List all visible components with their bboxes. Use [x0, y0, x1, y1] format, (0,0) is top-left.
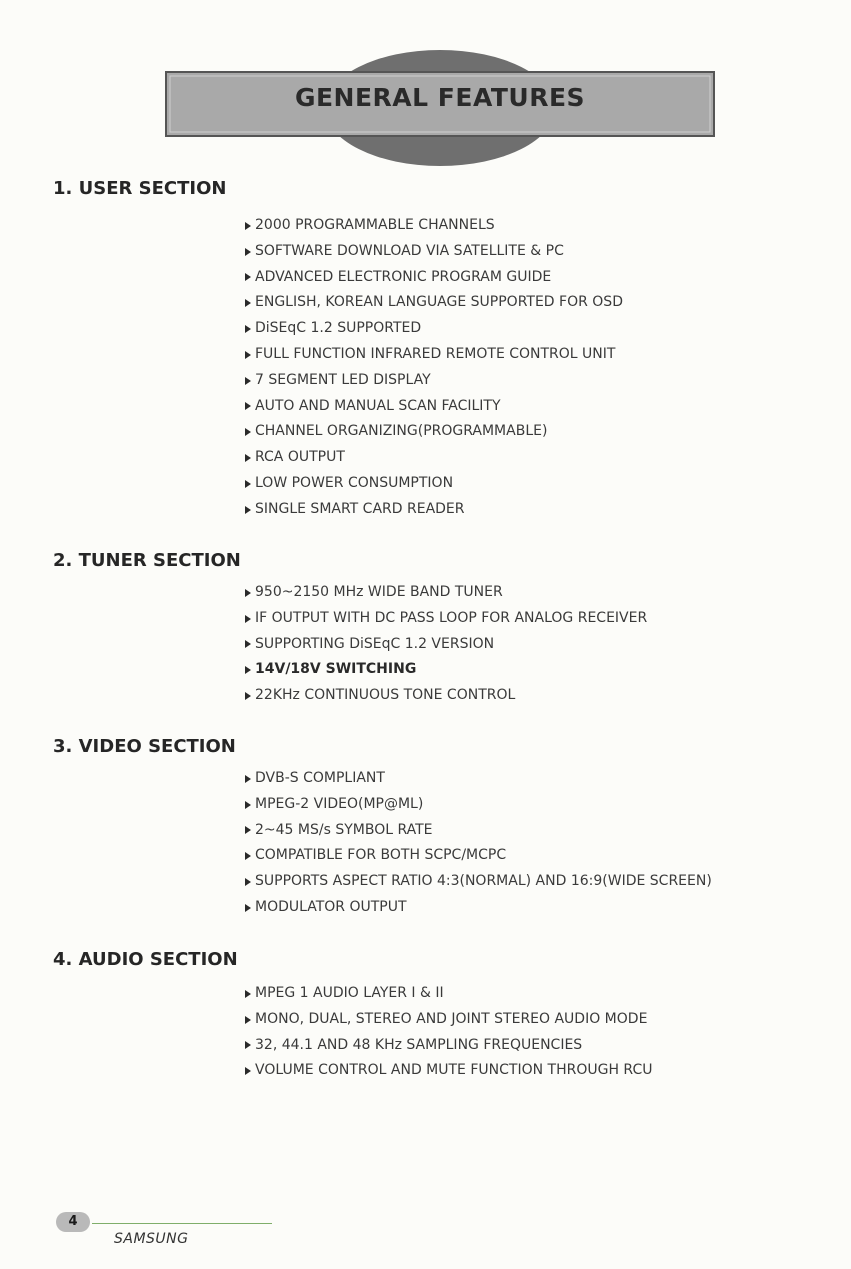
bullet-icon	[245, 1041, 251, 1049]
list-item: SOFTWARE DOWNLOAD VIA SATELLITE & PC	[245, 239, 623, 265]
list-item: AUTO AND MANUAL SCAN FACILITY	[245, 394, 623, 420]
list-item: 7 SEGMENT LED DISPLAY	[245, 368, 623, 394]
page-number-badge: 4	[56, 1212, 90, 1232]
bullet-icon	[245, 878, 251, 886]
section-heading-tuner: 2. TUNER SECTION	[53, 550, 241, 571]
bullet-icon	[245, 248, 251, 256]
list-item: SINGLE SMART CARD READER	[245, 497, 623, 523]
bullet-icon	[245, 1016, 251, 1024]
bullet-icon	[245, 615, 251, 623]
list-item: MODULATOR OUTPUT	[245, 895, 712, 921]
bullet-icon	[245, 454, 251, 462]
list-item: MPEG 1 AUDIO LAYER I & II	[245, 981, 652, 1007]
bullet-icon	[245, 222, 251, 230]
bullet-icon	[245, 480, 251, 488]
bullet-icon	[245, 852, 251, 860]
list-item: ENGLISH, KOREAN LANGUAGE SUPPORTED FOR OSD	[245, 290, 623, 316]
audio-feature-list	[245, 981, 652, 1084]
list-item: 2000 PROGRAMMABLE CHANNELS	[245, 213, 623, 239]
section-heading-video: 3. VIDEO SECTION	[53, 736, 236, 757]
user-feature-list	[245, 213, 623, 523]
bullet-icon	[245, 904, 251, 912]
bullet-icon	[245, 826, 251, 834]
list-item: CHANNEL ORGANIZING(PROGRAMMABLE)	[245, 419, 623, 445]
bullet-icon	[245, 640, 251, 648]
bullet-icon	[245, 351, 251, 359]
list-item: VOLUME CONTROL AND MUTE FUNCTION THROUGH RCU	[245, 1058, 652, 1084]
brand-name: SAMSUNG	[114, 1231, 189, 1247]
list-item: SUPPORTING DiSEqC 1.2 VERSION	[245, 632, 647, 658]
section-heading-audio: 4. AUDIO SECTION	[53, 949, 238, 970]
list-item: MONO, DUAL, STEREO AND JOINT STEREO AUDIO MODE	[245, 1007, 652, 1033]
list-item: DVB-S COMPLIANT	[245, 766, 712, 792]
list-item: LOW POWER CONSUMPTION	[245, 471, 623, 497]
list-item: DiSEqC 1.2 SUPPORTED	[245, 316, 623, 342]
bullet-icon	[245, 506, 251, 514]
footer-divider	[92, 1223, 272, 1224]
bullet-icon	[245, 1067, 251, 1075]
page-footer	[56, 1204, 286, 1254]
list-item: 2~45 MS/s SYMBOL RATE	[245, 818, 712, 844]
video-feature-list	[245, 766, 712, 921]
list-item: RCA OUTPUT	[245, 445, 623, 471]
list-item: FULL FUNCTION INFRARED REMOTE CONTROL UNIT	[245, 342, 623, 368]
list-item: IF OUTPUT WITH DC PASS LOOP FOR ANALOG RECEIVER	[245, 606, 647, 632]
section-heading-user: 1. USER SECTION	[53, 178, 227, 199]
bullet-icon	[245, 801, 251, 809]
title-banner	[160, 40, 720, 180]
list-item: 32, 44.1 AND 48 KHz SAMPLING FREQUENCIES	[245, 1033, 652, 1059]
list-item: MPEG-2 VIDEO(MP@ML)	[245, 792, 712, 818]
bullet-icon	[245, 589, 251, 597]
list-item: 950~2150 MHz WIDE BAND TUNER	[245, 580, 647, 606]
list-item: ADVANCED ELECTRONIC PROGRAM GUIDE	[245, 265, 623, 291]
bullet-icon	[245, 402, 251, 410]
bullet-icon	[245, 428, 251, 436]
tuner-feature-list	[245, 580, 647, 709]
page-title: GENERAL FEATURES	[294, 83, 586, 112]
bullet-icon	[245, 377, 251, 385]
bullet-icon	[245, 273, 251, 281]
bullet-icon	[245, 692, 251, 700]
list-item: 22KHz CONTINUOUS TONE CONTROL	[245, 683, 647, 709]
bullet-icon	[245, 990, 251, 998]
list-item: 14V/18V SWITCHING	[245, 657, 647, 683]
bullet-icon	[245, 775, 251, 783]
list-item: SUPPORTS ASPECT RATIO 4:3(NORMAL) AND 16:9(WIDE SCREEN)	[245, 869, 712, 895]
bullet-icon	[245, 299, 251, 307]
list-item: COMPATIBLE FOR BOTH SCPC/MCPC	[245, 843, 712, 869]
bullet-icon	[245, 666, 251, 674]
bullet-icon	[245, 325, 251, 333]
